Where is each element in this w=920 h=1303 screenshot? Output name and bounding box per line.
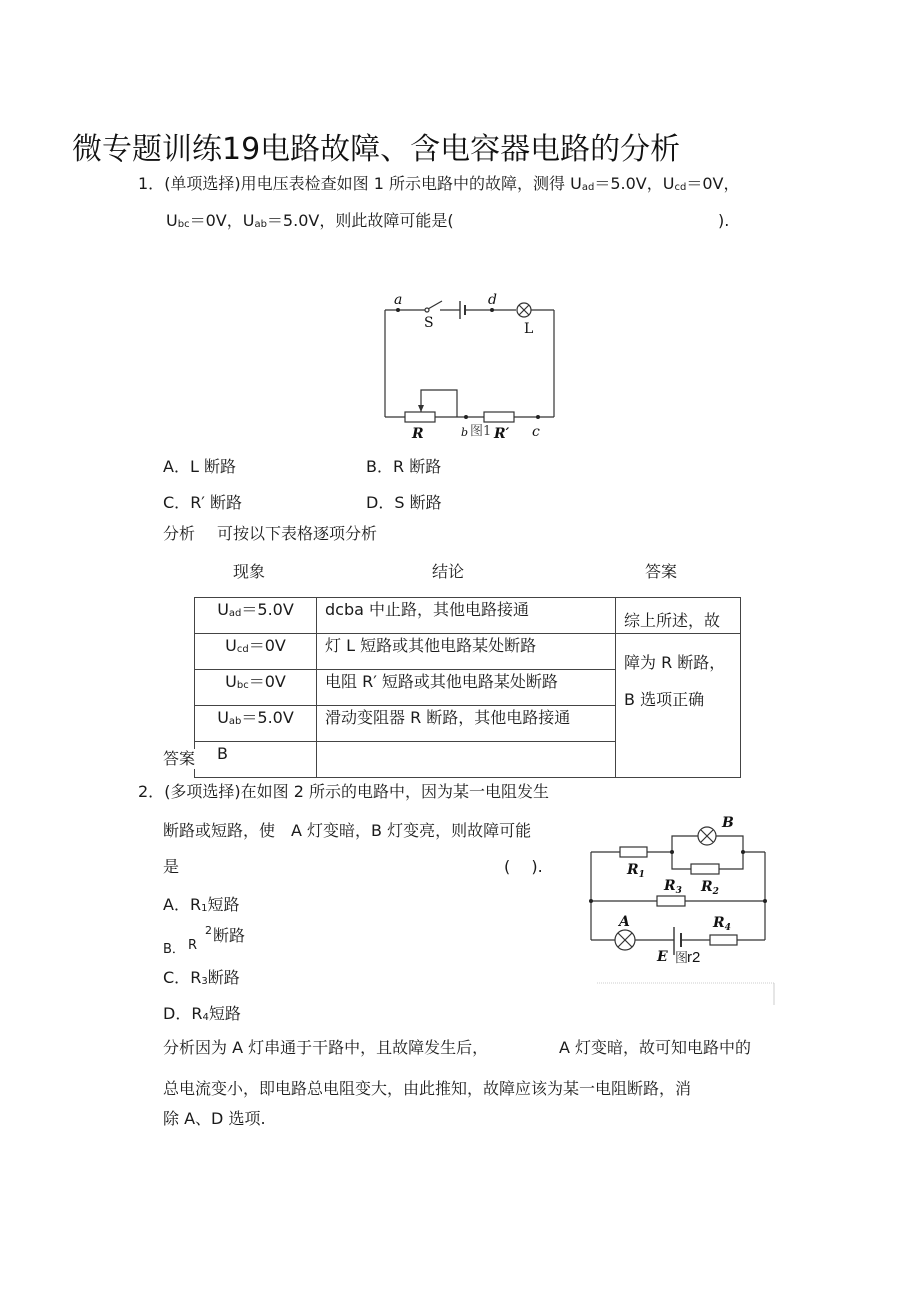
q1-option-a[interactable]: A．L 断路 bbox=[163, 457, 236, 476]
lamp-b-label: B bbox=[722, 815, 734, 831]
rheostat-r-label: R bbox=[412, 426, 424, 442]
table-header-phenomenon: 现象 bbox=[233, 562, 266, 581]
table-row: $U_{ab}=5.0V$ 滑动变阻器 R 断路，其他电路接通 bbox=[195, 706, 741, 742]
r2-label: R bbox=[701, 879, 713, 895]
svg-text:R3: $R_3$ bbox=[664, 878, 682, 896]
table-row: $U_{cd}=0V$ 灯 L 短路或其他电路某处断路 障为 R 断路， B 选项正确 bbox=[195, 634, 741, 670]
q1-option-c[interactable]: C．R′ 断路 bbox=[163, 493, 243, 512]
measure-ad: $U_{ad}=5.0V$， bbox=[570, 174, 663, 193]
q2-option-a[interactable]: A．$R_1$短路 bbox=[163, 895, 240, 914]
circuit-figure-2 bbox=[585, 805, 785, 1005]
r3-label: R bbox=[664, 878, 676, 894]
q2-option-c[interactable]: C．$R_3$断路 bbox=[163, 968, 240, 987]
node-d-label: d bbox=[488, 292, 497, 308]
svg-text:R4: $R_4$ bbox=[713, 915, 731, 933]
resistor-rprime-label: R′ bbox=[494, 426, 510, 442]
figure-2-caption: 图 bbox=[675, 951, 689, 966]
r1-label: R bbox=[627, 862, 639, 878]
q1-option-d[interactable]: D．S 断路 bbox=[366, 493, 442, 512]
q1-option-b[interactable]: B．R 断路 bbox=[366, 457, 442, 476]
table-row: $U_{bc}=0V$ 电阻 R′ 短路或其他电路某处断路 bbox=[195, 670, 741, 706]
svg-text:R2: $R_2$ bbox=[701, 879, 719, 897]
figure-1-caption: 图1 bbox=[470, 424, 492, 439]
node-c-label: c bbox=[532, 424, 540, 440]
q1-stem-line1: 1．(单项选择)用电压表检查如图 1 所示电路中的故障，测得 $U_{ad}=5.0V$，$U_{cd}=0V$， bbox=[138, 174, 740, 193]
svg-text:R1: $R_1$ bbox=[627, 862, 645, 880]
q1-stem-line2: $U_{bc}=0V$，$U_{ab}=5.0V$，则此故障可能是( bbox=[166, 211, 454, 230]
q2-analysis-line2: 总电流变小，即电路总电阻变大，由此推知，故障应该为某一电阻断路，消 bbox=[163, 1079, 692, 1098]
q2-stem-line3: 是 bbox=[163, 857, 180, 876]
answer-label: 答案 bbox=[163, 749, 196, 768]
table-header-answer: 答案 bbox=[645, 562, 678, 581]
answer-cell-rest: 障为 R 断路， B 选项正确 bbox=[616, 634, 741, 778]
page-title: 微专题训练19电路故障、含电容器电路的分析 bbox=[72, 132, 681, 167]
q2-analysis-line1b: A 灯变暗，故可知电路中的 bbox=[559, 1038, 752, 1057]
table-row: $U_{ad}=5.0V$ dcba 中止路，其他电路接通 综上所述，故 bbox=[195, 598, 741, 634]
q2-option-b[interactable]: B． R 2 断路 bbox=[163, 924, 246, 957]
q1-number: 1． bbox=[138, 174, 165, 193]
circuit-figure-1 bbox=[370, 285, 570, 445]
q2-stem-line1: 2．(多项选择)在如图 2 所示的电路中，因为某一电阻发生 bbox=[138, 782, 550, 801]
lamp-l-label: L bbox=[524, 321, 534, 337]
q2-stem-line2: 断路或短路，使 A 灯变暗，B 灯变亮，则故障可能 bbox=[163, 821, 532, 840]
q2-option-d[interactable]: D．$R_4$短路 bbox=[163, 1004, 241, 1023]
table-header-conclusion: 结论 bbox=[432, 562, 465, 581]
q2-answer-blank: ( ). bbox=[504, 857, 543, 876]
q1-analysis-intro: 分析 可按以下表格逐项分析 bbox=[163, 524, 378, 543]
emf-e-label: E bbox=[657, 949, 668, 965]
answer-value: B bbox=[195, 742, 317, 778]
answer-cell-line1: 综上所述，故 bbox=[616, 598, 741, 634]
q1-answer-blank: ). bbox=[718, 211, 730, 230]
q2-analysis-line1a: 分析因为 A 灯串通于干路中，且故障发生后， bbox=[163, 1038, 489, 1057]
node-a-label: a bbox=[394, 292, 403, 308]
switch-s-label: S bbox=[424, 315, 434, 331]
measure-cd: $U_{cd}=0V$， bbox=[662, 174, 740, 193]
analysis-table bbox=[194, 597, 741, 778]
lamp-a-label: A bbox=[619, 914, 630, 930]
measure-ab: $U_{ab}=5.0V$， bbox=[242, 211, 336, 230]
r4-label: R bbox=[713, 915, 725, 931]
node-b-label: b bbox=[461, 426, 469, 439]
internal-r-label: r2 bbox=[687, 949, 701, 966]
measure-bc: $U_{bc}=0V$， bbox=[166, 211, 243, 230]
q2-analysis-line3: 除 A、D 选项. bbox=[163, 1109, 266, 1128]
